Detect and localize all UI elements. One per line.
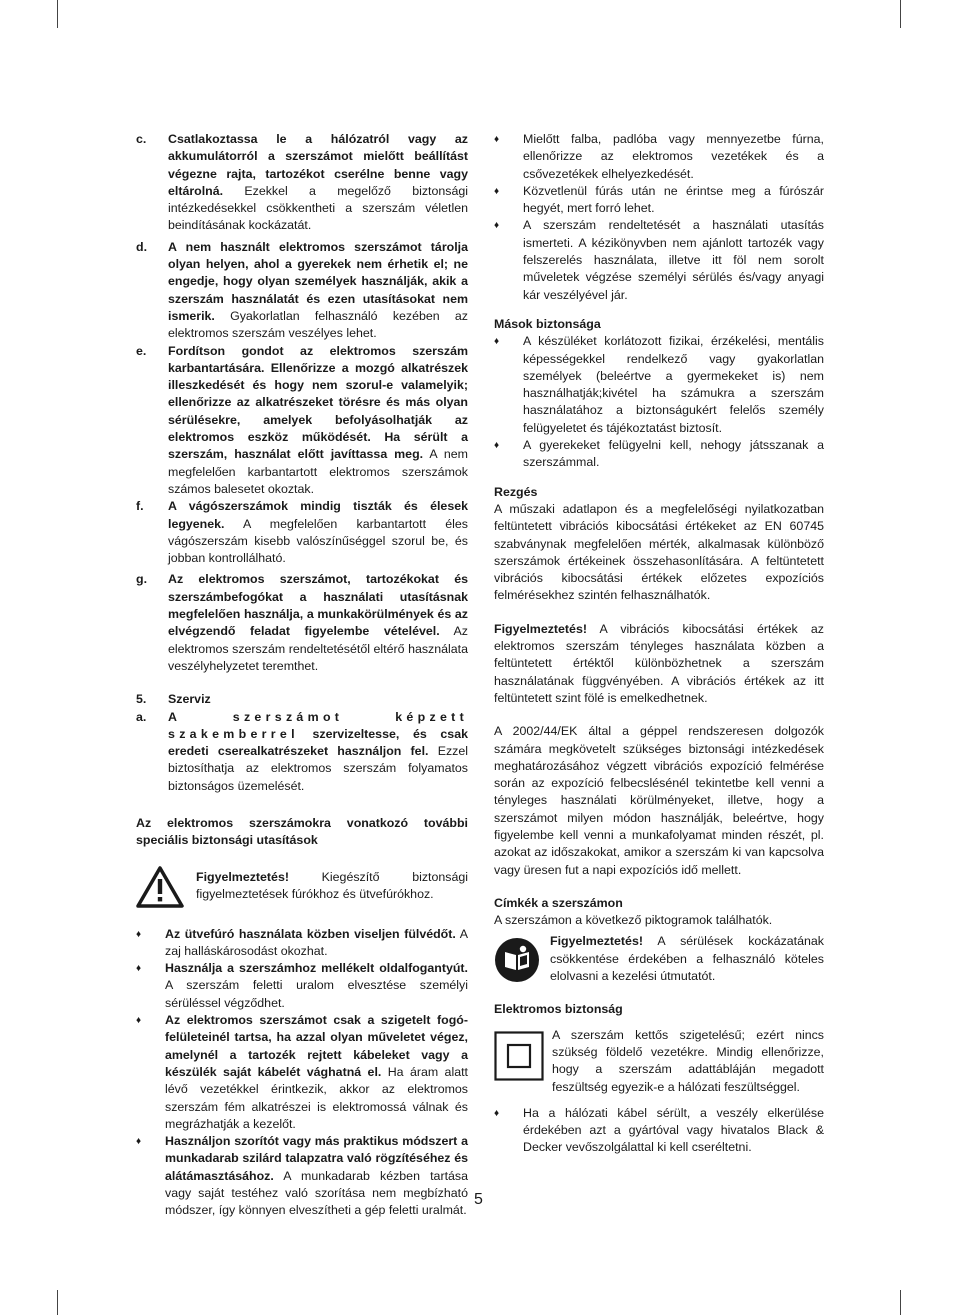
crop-mark-left	[57, 0, 58, 28]
vibration-warning: Figyelmeztetés! A vibrációs kibocsátási értékek az elektromos szerszám tényleges használata közben a feltüntetett értéktől különbözhetnek a szerszám használatának függvényében. A vibrációs értékek az itt feltüntetett szint fölé is emelkedhetnek.	[494, 621, 824, 705]
directive-text: A 2002/44/EK által a géppel rendszeresen dolgozók számára megkövetelt szükséges biztonsági intézkedések meghatározásához végzett vibrációs expozíció felmérése során az expozíció felbecslésénél tekintetbe kell venni a tényleges használati körülményeket, illetve, hogy a szerszámot milyen módon használják, beleértve, hogy figyelembe kell venni a munkafolyamat minden részét, pl. azokat az időszakokat, amikor a szerszám ki van kapcsolva vagy üresen fut a napi expozíciós idő mellett.	[494, 724, 824, 877]
others-safety-heading: Mások biztonsága	[494, 316, 601, 331]
safety-item-f: f. A vágószerszámok mindig tiszták és élesek legyenek. A megfelelően karbantartott éles vágószerszám kisebb valószínűséggel szorul be, és jobban kontrollálható.	[136, 499, 468, 566]
section-5-heading	[136, 691, 468, 708]
labels-heading: Címkék a szerszámon	[494, 895, 623, 910]
vibration-heading: Rezgés	[494, 484, 538, 499]
list-item: ♦ Az elektromos szerszámot csak a szigetelt fogó-felületeinél tartsa, ha azzal olyan műveletet végez, amelynél a tartozék rejtett kábeleket vagy a készülék saját kábelét vághatná el. Ha áram alatt lévő vezetékkel érintkezik, akkor az elektromos szerszám fém alkatrészei is elektromossá válnak és megrázhatják a kezelőt.	[136, 1013, 468, 1131]
double-insulation-note: A szerszám kettős szigetelésű; ezért nincs szükség földelő vezetékre. Mindig ellenőrizze, hogy a szerszám adattábláján megadott feszültség egyezik-e a hálózati feszültséggel.	[494, 1027, 824, 1097]
special-safety-heading: Az elektromos szerszámokra vonatkozó további speciális biztonsági utasítások	[136, 815, 468, 848]
manual-warning: Figyelmeztetés! A sérülések kockázatának csökkentése érdekében a felhasználó köteles elolvasni a kezelési útmutatót.	[494, 933, 824, 985]
diamond-bullet-icon: ♦	[494, 1107, 500, 1119]
diamond-bullet-icon: ♦	[136, 1015, 142, 1027]
item-label: a.	[136, 709, 147, 724]
drill-warning: Figyelmeztetés! Kiegészítő biztonsági figyelmeztetések fúrókhoz és ütvefúrókhoz.	[136, 866, 468, 910]
item-label: c.	[136, 132, 147, 146]
warning-triangle-icon	[136, 866, 184, 913]
list-item: ♦ Az ütvefúró használata közben viseljen fülvédőt. A zaj halláskárosodást okozhat.	[136, 926, 469, 958]
safety-item-c: c. Csatlakoztassa le a hálózatról vagy az akkumulátorról a szerszámot mielőtt beállítást végezne rajta, tartozékot cserélne benne vagy eltárolná. Ezekkel a megelőző biztonsági intézkedésekkel csökkentheti a szerszám véletlen beindításának kockázatát.	[136, 132, 468, 233]
diamond-bullet-icon: ♦	[494, 134, 500, 145]
item-label: f.	[136, 499, 144, 514]
crop-mark-bottom-right	[900, 1290, 901, 1315]
diamond-bullet-icon: ♦	[136, 1136, 142, 1148]
page-number: 5	[474, 1191, 483, 1208]
electrical-safety-heading: Elektromos biztonság	[494, 1002, 623, 1017]
list-item: ♦ Használja a szerszámhoz mellékelt oldalfogantyút. A szerszám feletti uralom elvesztése személyi sérüléssel végződhet.	[136, 961, 468, 1010]
left-column	[136, 131, 468, 1220]
list-item: ♦ A gyerekeket felügyelni kell, nehogy játsszanak a szerszámmal.	[494, 438, 824, 470]
diamond-bullet-icon: ♦	[136, 963, 142, 975]
safety-item-g: g. Az elektromos szerszámot, tartozékokat és szerszámbefogókat a használati utasításnak megfelelően használja, a munkakörülmények és az elvégzendő feladat figyelembe vételével. Az elektromos szerszám rendeltetésétől eltérő használata veszélyhelyzetet teremthet.	[136, 572, 468, 673]
list-item: ♦ A szerszám rendeltetését a használati utasítás ismerteti. A kézikönyvben nem ajánlott tartozék vagy felszerelés használata, illetve itt föl nem sorolt műveletek végzése személyi sérülés és/vagy anyagi kár veszélyével jár.	[494, 218, 824, 302]
double-insulation-icon	[494, 1031, 544, 1086]
list-item: ♦ Használjon szorítót vagy más praktikus módszert a munkadarab szilárd talapzatra való rögzítéséhez és alátámasztásához. A munkadarab kézben tartása vagy saját testéhez való szorítása nem megbízható módszer, így könnyen elveszítheti a gép feletti uralmát.	[136, 1134, 468, 1218]
list-item: ♦ Közvetlenül fúrás után ne érintse meg a fúrószár hegyét, mert forró lehet.	[494, 183, 824, 216]
vibration-text: A műszaki adatlapon és a megfelelőségi nyilatkozatban feltüntetett vibrációs kibocsátási értékeket az EN 60745 szabványnak megfelelően mérték, alkalmasak különböző szerszámok értékeinek összehasonlítására. A feltüntetett vibrációs kibocsátási értékek előzetes expozíciós felmérésekhez szintén felhasználhatók.	[494, 501, 824, 603]
crop-mark-right	[900, 0, 901, 28]
section-title: Szerviz	[168, 692, 211, 707]
diamond-bullet-icon: ♦	[136, 928, 142, 940]
item-label: g.	[136, 572, 148, 587]
labels-text: A szerszámon a következő piktogramok találhatók.	[494, 913, 773, 928]
section-number: 5.	[136, 692, 147, 707]
diamond-bullet-icon: ♦	[494, 336, 500, 348]
list-item: ♦ A készüléket korlátozott fizikai, érzékelési, mentális képességekkel rendelkező vagy gyakorlatlan személyek (beleértve a gyermekeket is) nem használhatják;kivétel ha számukra a szerszám használatához a biztonságukért felelős személy felügyeletet és tájékoztatást biztosít.	[494, 334, 824, 435]
crop-mark-bottom-left	[57, 1290, 58, 1315]
item-label: e.	[136, 343, 147, 358]
service-item-a: a. A szerszámot képzett szakemberrel szervizeltesse, és csak eredeti cserealkatrészeket használjon fel. Ezzel biztosíthatja az elektromos szerszám folyamatos biztonságos üzemelését.	[136, 709, 468, 793]
right-column	[494, 131, 824, 1157]
list-item: ♦ Mielőtt falba, padlóba vagy mennyezetbe fúrna, ellenőrizze az elektromos vezetékek és a csővezetékek elhelyezkedését.	[494, 132, 824, 181]
diamond-bullet-icon: ♦	[494, 185, 500, 197]
read-manual-icon	[494, 937, 540, 988]
safety-item-e: e. Fordítson gondot az elektromos szerszám karbantartására. Ellenőrizze a mozgó alkatrészek illeszkedését és hogy nem szorul-e valamelyik; ellenőrizze az alkatrészeket törésre és más olyan sérülésekre, amelyek befolyásolhatják az elektromos eszköz működését. Ha sérült a szerszám, használat előtt javíttassa meg. A nem megfelelően karbantartott elektromos szerszámok számos balesetet okoztak.	[136, 343, 469, 496]
diamond-bullet-icon: ♦	[494, 220, 500, 232]
diamond-bullet-icon: ♦	[494, 440, 500, 452]
item-label: d.	[136, 239, 148, 254]
safety-item-d: d. A nem használt elektromos szerszámot tárolja olyan helyen, ahol a gyerekek nem érhetik el; ne engedje, hogy olyan személyek használják, akik a szerszám használatát és ezen utasításokat nem ismerik. Gyakorlatlan felhasználó kezében az elektromos szerszám veszélyes lehet.	[136, 239, 468, 341]
list-item: ♦ Ha a hálózati kábel sérült, a veszély elkerülése érdekében azt a gyártóval vagy hivatalos Black & Decker vevőszolgálattal ki kell cseréltetni.	[494, 1105, 824, 1155]
